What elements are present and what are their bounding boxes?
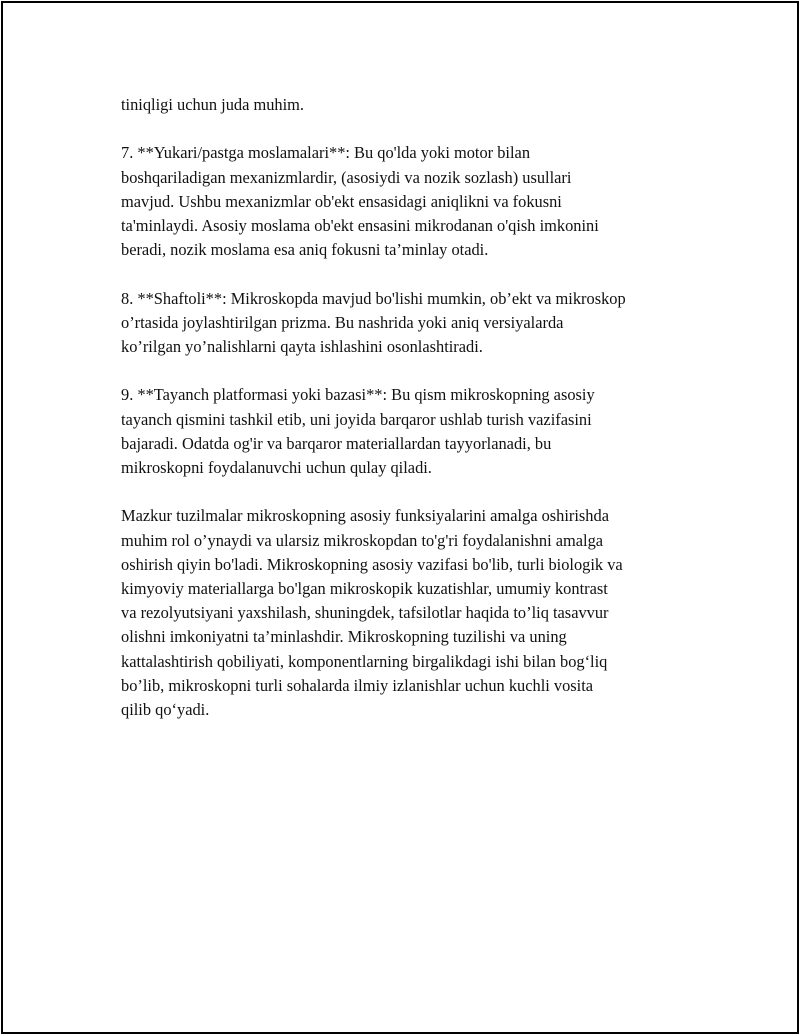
paragraph-item-8: 8. **Shaftoli**: Mikroskopda mavjud bo'lishi mumkin, ob’ekt va mikroskop o’rtasida joylashtirilgan prizma. Bu nashrida yoki aniq versiyalarda ko’rilgan yo’nalishlarni qayta ishlashini osonlashtiradi. <box>121 288 626 356</box>
paragraph-continuation: tiniqligi uchun juda muhim. <box>121 95 305 114</box>
page-content <box>121 93 701 746</box>
page-frame <box>1 1 799 1034</box>
paragraph-item-9: 9. **Tayanch platformasi yoki bazasi**: Bu qism mikroskopning asosiy tayanch qismini tashkil etib, uni joyida barqaror ushlab turish vazifasini bajaradi. Odatda og'ir va barqaror materiallardan tayyorlanadi, bu mikroskopni foydalanuvchi uchun qulay qiladi. <box>121 385 595 477</box>
paragraph-item-7: 7. **Yukari/pastga moslamalari**: Bu qo'lda yoki motor bilan boshqariladigan mexanizmlardir, (asosiydi va nozik sozlash) usullari mavjud. Ushbu mexanizmlar ob'ekt ensasidagi aniqlikni va fokusni ta'minlaydi. Asosiy moslama ob'ekt ensasini mikrodanan o'qish imkonini beradi, nozik moslama esa aniq fokusni ta’minlay otadi. <box>121 143 599 260</box>
paragraph-summary: Mazkur tuzilmalar mikroskopning asosiy funksiyalarini amalga oshirishda muhim rol o’ynaydi va ularsiz mikroskopdan to'g'ri foydalanishni amalga oshirish qiyin bo'ladi. Mikroskopning asosiy vazifasi bo'lib, turli biologik va kimyoviy materiallarga bo'lgan mikroskopik kuzatishlar, umumiy kontrast va rezolyutsiyani yaxshilash, shuningdek, tafsilotlar haqida to’liq tasavvur olishni imkoniyatni ta’minlashdir. Mikroskopning tuzilishi va uning kattalashtirish qobiliyati, komponentlarning birgalikdagi ishi bilan bog‘liq bo’lib, mikroskopni turli sohalarda ilmiy izlanishlar uchun kuchli vosita qilib qo‘yadi. <box>121 506 623 720</box>
